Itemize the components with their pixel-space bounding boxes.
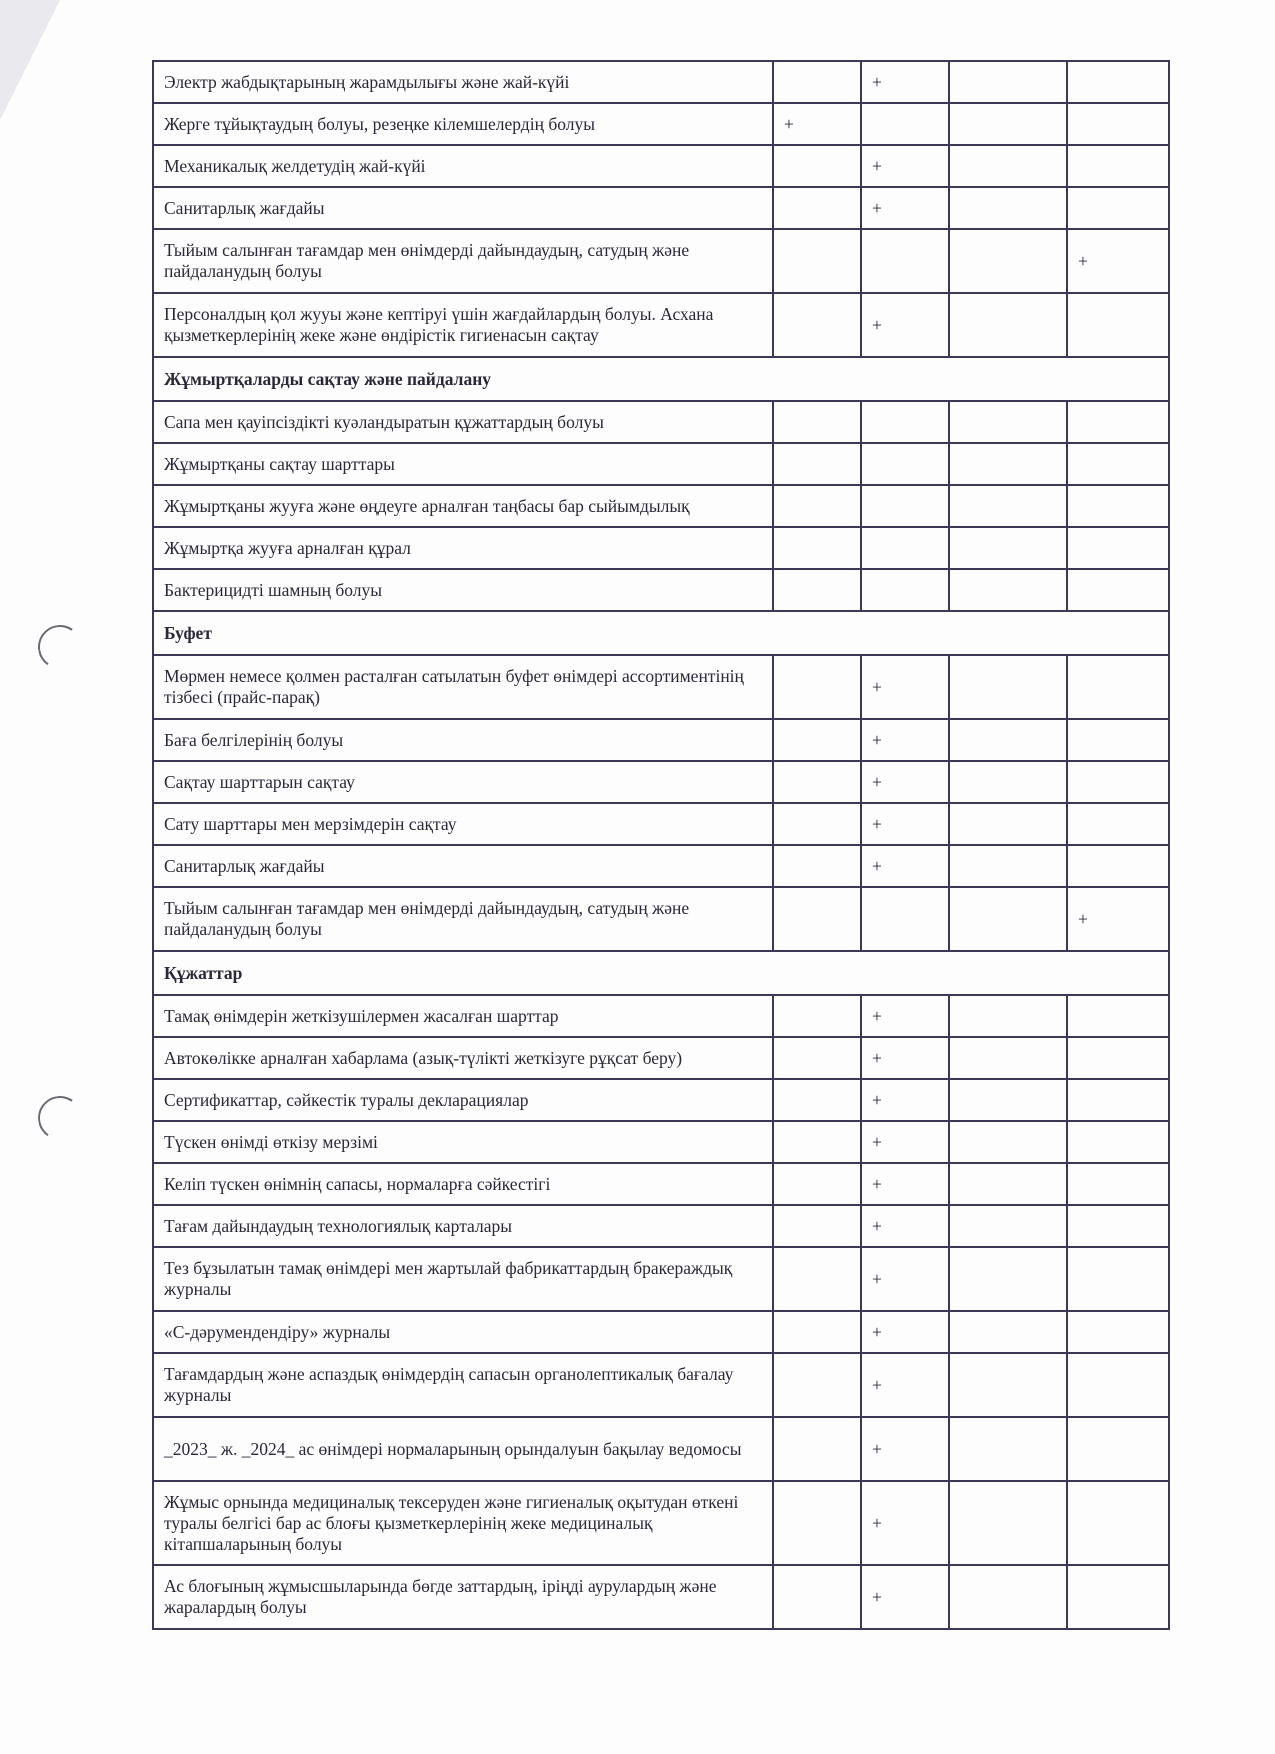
table-row <box>153 1353 1169 1417</box>
mark-cell-4 <box>1067 527 1169 569</box>
mark-cell-2 <box>861 443 949 485</box>
table-row <box>153 145 1169 187</box>
criterion-label: Баға белгілерінің болуы <box>153 719 773 761</box>
section-title: Құжаттар <box>153 951 1169 995</box>
mark-cell-2: + <box>861 655 949 719</box>
mark-cell-3 <box>949 995 1067 1037</box>
mark-cell-2: + <box>861 1121 949 1163</box>
mark-cell-2: + <box>861 803 949 845</box>
mark-cell-2 <box>861 485 949 527</box>
mark-cell-1 <box>773 719 861 761</box>
mark-cell-1 <box>773 569 861 611</box>
mark-cell-4 <box>1067 187 1169 229</box>
criterion-label: Жұмыртқаны жууға және өңдеуге арналған таңбасы бар сыйымдылық <box>153 485 773 527</box>
mark-cell-4 <box>1067 1037 1169 1079</box>
table-row <box>153 803 1169 845</box>
mark-cell-3 <box>949 761 1067 803</box>
criterion-label: Сертификаттар, сәйкестік туралы декларациялар <box>153 1079 773 1121</box>
mark-cell-1 <box>773 443 861 485</box>
mark-cell-2: + <box>861 1481 949 1565</box>
mark-cell-4 <box>1067 1353 1169 1417</box>
mark-cell-4 <box>1067 401 1169 443</box>
mark-cell-3 <box>949 1247 1067 1311</box>
mark-cell-3 <box>949 569 1067 611</box>
criterion-label: Ас блоғының жұмысшыларында бөгде заттардың, іріңді аурулардың және жаралардың болуы <box>153 1565 773 1629</box>
table-row <box>153 569 1169 611</box>
mark-cell-4 <box>1067 1417 1169 1481</box>
section-title: Жұмыртқаларды сақтау және пайдалану <box>153 357 1169 401</box>
table-row <box>153 887 1169 951</box>
mark-cell-3 <box>949 655 1067 719</box>
table-row <box>153 443 1169 485</box>
table-row <box>153 1163 1169 1205</box>
mark-cell-3 <box>949 1079 1067 1121</box>
mark-cell-2 <box>861 229 949 293</box>
mark-cell-3 <box>949 103 1067 145</box>
criterion-label: Бактерицидті шамның болуы <box>153 569 773 611</box>
punch-hole-icon <box>35 622 86 673</box>
mark-cell-1 <box>773 1353 861 1417</box>
criterion-label: Механикалық желдетудің жай-күйі <box>153 145 773 187</box>
mark-cell-3 <box>949 887 1067 951</box>
mark-cell-2: + <box>861 1163 949 1205</box>
mark-cell-1 <box>773 401 861 443</box>
criterion-label: Жұмыртқаны сақтау шарттары <box>153 443 773 485</box>
mark-cell-2: + <box>861 1247 949 1311</box>
mark-cell-2: + <box>861 1037 949 1079</box>
mark-cell-4 <box>1067 103 1169 145</box>
mark-cell-3 <box>949 1417 1067 1481</box>
table-row <box>153 845 1169 887</box>
table-row <box>153 229 1169 293</box>
mark-cell-1 <box>773 1079 861 1121</box>
table-row <box>153 485 1169 527</box>
table-row <box>153 187 1169 229</box>
mark-cell-4 <box>1067 761 1169 803</box>
mark-cell-2: + <box>861 1565 949 1629</box>
mark-cell-3 <box>949 187 1067 229</box>
table-row <box>153 103 1169 145</box>
table-row <box>153 761 1169 803</box>
mark-cell-4 <box>1067 1481 1169 1565</box>
mark-cell-3 <box>949 443 1067 485</box>
criterion-label: Жұмыс орнында медициналық тексеруден және гигиеналық оқытудан өткені туралы белгісі бар ас блоғы қызметкерлерінің жеке медициналық кітапшаларының болуы <box>153 1481 773 1565</box>
table-row <box>153 1417 1169 1481</box>
mark-cell-2 <box>861 887 949 951</box>
mark-cell-2: + <box>861 1079 949 1121</box>
mark-cell-3 <box>949 401 1067 443</box>
mark-cell-1 <box>773 1205 861 1247</box>
mark-cell-4 <box>1067 1079 1169 1121</box>
mark-cell-2: + <box>861 1311 949 1353</box>
mark-cell-1 <box>773 293 861 357</box>
criterion-label: Тыйым салынған тағамдар мен өнімдерді дайындаудың, сатудың және пайдаланудың болуы <box>153 887 773 951</box>
criterion-label: Тағам дайындаудың технологиялық карталары <box>153 1205 773 1247</box>
section-header-row <box>153 611 1169 655</box>
mark-cell-4 <box>1067 485 1169 527</box>
mark-cell-3 <box>949 845 1067 887</box>
mark-cell-1 <box>773 145 861 187</box>
criterion-label: Сапа мен қауіпсіздікті куәландыратын құжаттардың болуы <box>153 401 773 443</box>
section-header-row <box>153 951 1169 995</box>
mark-cell-1 <box>773 1037 861 1079</box>
table-row <box>153 1037 1169 1079</box>
mark-cell-1 <box>773 1311 861 1353</box>
criterion-label: Тез бұзылатын тамақ өнімдері мен жартылай фабрикаттардың бракераждық журналы <box>153 1247 773 1311</box>
mark-cell-2: + <box>861 719 949 761</box>
criterion-label: Тамақ өнімдерін жеткізушілермен жасалған шарттар <box>153 995 773 1037</box>
mark-cell-1 <box>773 187 861 229</box>
mark-cell-1 <box>773 1417 861 1481</box>
criterion-label: _2023_ ж. _2024_ ас өнімдері нормаларының орындалуын бақылау ведомосы <box>153 1417 773 1481</box>
mark-cell-2: + <box>861 995 949 1037</box>
criterion-label: Тыйым салынған тағамдар мен өнімдерді дайындаудың, сатудың және пайдаланудың болуы <box>153 229 773 293</box>
mark-cell-1 <box>773 655 861 719</box>
table-row <box>153 719 1169 761</box>
mark-cell-3 <box>949 719 1067 761</box>
mark-cell-3 <box>949 145 1067 187</box>
mark-cell-1 <box>773 1481 861 1565</box>
mark-cell-4 <box>1067 1163 1169 1205</box>
table-row <box>153 655 1169 719</box>
mark-cell-4 <box>1067 293 1169 357</box>
mark-cell-2: + <box>861 761 949 803</box>
folded-corner <box>0 0 60 120</box>
mark-cell-4 <box>1067 1205 1169 1247</box>
table-row <box>153 1079 1169 1121</box>
section-title: Буфет <box>153 611 1169 655</box>
mark-cell-4 <box>1067 1247 1169 1311</box>
mark-cell-4: + <box>1067 229 1169 293</box>
table-row <box>153 527 1169 569</box>
criterion-label: Санитарлық жағдайы <box>153 845 773 887</box>
section-header-row <box>153 357 1169 401</box>
mark-cell-1 <box>773 61 861 103</box>
mark-cell-2: + <box>861 1417 949 1481</box>
mark-cell-3 <box>949 803 1067 845</box>
table-row <box>153 293 1169 357</box>
mark-cell-2: + <box>861 845 949 887</box>
mark-cell-4: + <box>1067 887 1169 951</box>
mark-cell-3 <box>949 527 1067 569</box>
criterion-label: Тағамдардың және аспаздық өнімдердің сапасын органолептикалық бағалау журналы <box>153 1353 773 1417</box>
mark-cell-2: + <box>861 293 949 357</box>
mark-cell-1 <box>773 845 861 887</box>
mark-cell-1 <box>773 1121 861 1163</box>
mark-cell-4 <box>1067 145 1169 187</box>
mark-cell-1 <box>773 761 861 803</box>
table-row <box>153 401 1169 443</box>
mark-cell-3 <box>949 1205 1067 1247</box>
mark-cell-3 <box>949 485 1067 527</box>
mark-cell-3 <box>949 61 1067 103</box>
punch-hole-icon <box>35 1093 86 1144</box>
mark-cell-3 <box>949 1311 1067 1353</box>
criterion-label: Санитарлық жағдайы <box>153 187 773 229</box>
mark-cell-4 <box>1067 655 1169 719</box>
criterion-label: Келіп түскен өнімнің сапасы, нормаларға сәйкестігі <box>153 1163 773 1205</box>
mark-cell-1 <box>773 803 861 845</box>
mark-cell-1: + <box>773 103 861 145</box>
mark-cell-2 <box>861 569 949 611</box>
mark-cell-4 <box>1067 719 1169 761</box>
mark-cell-1 <box>773 485 861 527</box>
mark-cell-2 <box>861 527 949 569</box>
mark-cell-3 <box>949 1163 1067 1205</box>
mark-cell-3 <box>949 1565 1067 1629</box>
table-row <box>153 61 1169 103</box>
table-row <box>153 1481 1169 1565</box>
mark-cell-3 <box>949 1353 1067 1417</box>
mark-cell-4 <box>1067 443 1169 485</box>
table-row <box>153 1565 1169 1629</box>
checklist-table <box>152 60 1170 1630</box>
mark-cell-1 <box>773 1565 861 1629</box>
criterion-label: Мөрмен немесе қолмен расталған сатылатын буфет өнімдері ассортиментінің тізбесі (прайс-парақ) <box>153 655 773 719</box>
mark-cell-2: + <box>861 1353 949 1417</box>
mark-cell-1 <box>773 1163 861 1205</box>
mark-cell-3 <box>949 1037 1067 1079</box>
mark-cell-3 <box>949 293 1067 357</box>
mark-cell-4 <box>1067 1311 1169 1353</box>
mark-cell-1 <box>773 527 861 569</box>
criterion-label: Түскен өнімді өткізу мерзімі <box>153 1121 773 1163</box>
criterion-label: Сату шарттары мен мерзімдерін сақтау <box>153 803 773 845</box>
mark-cell-4 <box>1067 995 1169 1037</box>
mark-cell-2: + <box>861 1205 949 1247</box>
mark-cell-2: + <box>861 61 949 103</box>
criterion-label: Жерге тұйықтаудың болуы, резеңке кілемшелердің болуы <box>153 103 773 145</box>
mark-cell-1 <box>773 887 861 951</box>
mark-cell-4 <box>1067 1565 1169 1629</box>
mark-cell-2 <box>861 401 949 443</box>
criterion-label: Электр жабдықтарының жарамдылығы және жай-күйі <box>153 61 773 103</box>
table-row <box>153 1247 1169 1311</box>
criterion-label: Жұмыртқа жууға арналған құрал <box>153 527 773 569</box>
mark-cell-4 <box>1067 845 1169 887</box>
criterion-label: Автокөлікке арналған хабарлама (азық-түлікті жеткізуге рұқсат беру) <box>153 1037 773 1079</box>
mark-cell-3 <box>949 1481 1067 1565</box>
mark-cell-1 <box>773 229 861 293</box>
mark-cell-1 <box>773 1247 861 1311</box>
mark-cell-4 <box>1067 1121 1169 1163</box>
table-row <box>153 1311 1169 1353</box>
criterion-label: Персоналдың қол жууы және кептіруі үшін жағдайлардың болуы. Асхана қызметкерлерінің жеке және өндірістік гигиенасын сақтау <box>153 293 773 357</box>
table-row <box>153 995 1169 1037</box>
mark-cell-1 <box>773 995 861 1037</box>
table-row <box>153 1205 1169 1247</box>
mark-cell-4 <box>1067 569 1169 611</box>
mark-cell-4 <box>1067 803 1169 845</box>
criterion-label: Сақтау шарттарын сақтау <box>153 761 773 803</box>
mark-cell-2 <box>861 103 949 145</box>
criterion-label: «С-дәрумендендіру» журналы <box>153 1311 773 1353</box>
mark-cell-4 <box>1067 61 1169 103</box>
mark-cell-2: + <box>861 145 949 187</box>
mark-cell-3 <box>949 1121 1067 1163</box>
table-row <box>153 1121 1169 1163</box>
mark-cell-3 <box>949 229 1067 293</box>
checklist-body <box>153 61 1169 1629</box>
mark-cell-2: + <box>861 187 949 229</box>
